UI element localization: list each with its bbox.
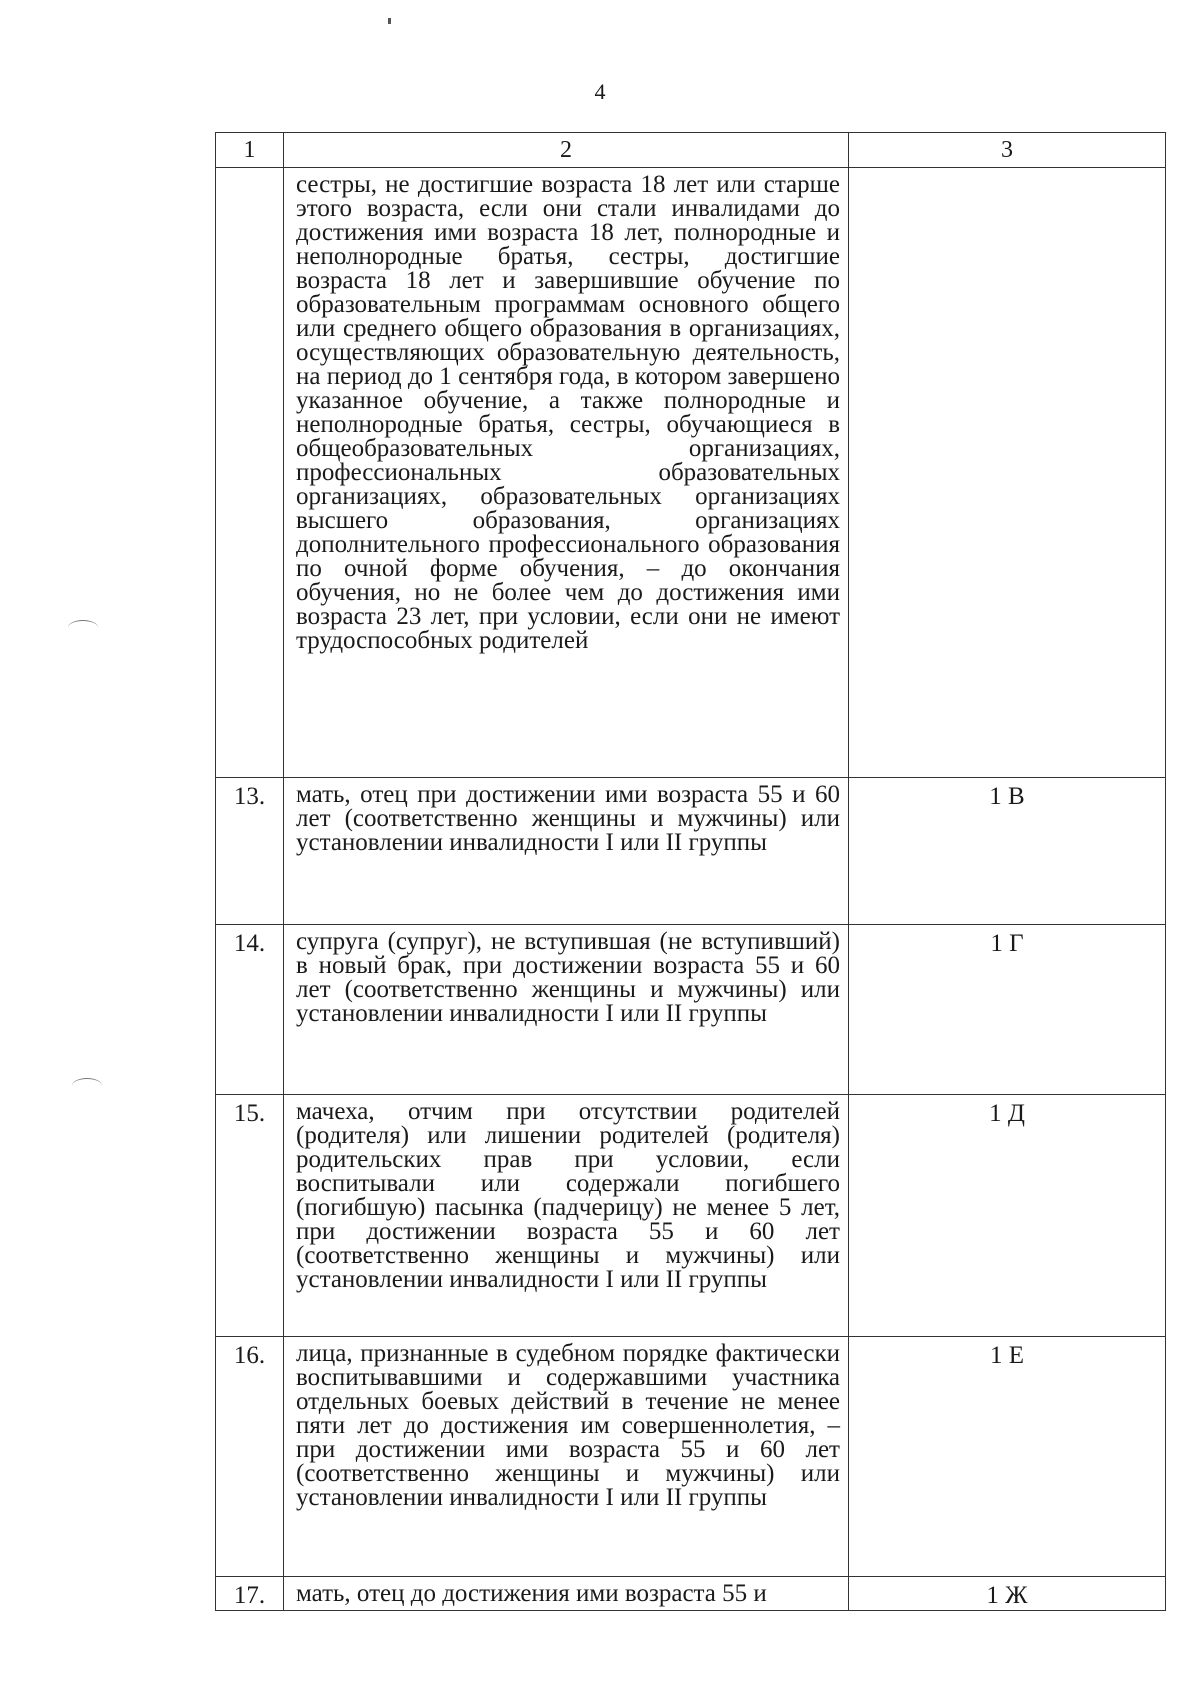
header-cell: 1 (216, 133, 284, 168)
row-number: 15. (216, 1095, 284, 1337)
header-cell: 2 (284, 133, 849, 168)
row-number (216, 168, 284, 778)
row-code: 1 Е (849, 1337, 1166, 1577)
row-number: 13. (216, 778, 284, 925)
table-header-row (216, 133, 1166, 168)
table-row (216, 1577, 1166, 1611)
row-code (849, 168, 1166, 778)
row-number: 14. (216, 925, 284, 1095)
row-code: 1 Ж (849, 1577, 1166, 1611)
row-code: 1 Г (849, 925, 1166, 1095)
table-row (216, 1095, 1166, 1337)
row-text: мать, отец при достижении ими возраста 55 и 60 лет (соответственно женщины и мужчины) или установлении инвалидности I или II группы (284, 778, 849, 925)
margin-scan-mark (68, 620, 98, 635)
row-code: 1 В (849, 778, 1166, 925)
margin-scan-mark (72, 1078, 102, 1093)
table-row (216, 925, 1166, 1095)
table-row (216, 778, 1166, 925)
row-text: мачеха, отчим при отсутствии родителей (родителя) или лишении родителей (родителя) родительских прав при условии, если воспитывали или содержали погибшего (погибшую) пасынка (падчерицу) не менее 5 лет, при достижении возраста 55 и 60 лет (соответственно женщины и мужчины) или установлении инвалидности I или II группы (284, 1095, 849, 1337)
scan-speck (388, 18, 391, 24)
row-number: 17. (216, 1577, 284, 1611)
row-text: сестры, не достигшие возраста 18 лет или старше этого возраста, если они стали инвалидами до достижения ими возраста 18 лет, полнородные и неполнородные братья, сестры, достигшие возраста 18 лет и завершившие обучение по образовательным программам основного общего или среднего общего образования в организациях, осуществляющих образовательную деятельность, на период до 1 сентября года, в котором завершено указанное обучение, а также полнородные и неполнородные братья, сестры, обучающиеся в общеобразовательных организациях, профессиональных образовательных организациях, образовательных организациях высшего образования, организациях дополнительного профессионального образования по очной форме обучения, – до окончания обучения, но не более чем до достижения ими возраста 23 лет, при условии, если они не имеют трудоспособных родителей (284, 168, 849, 778)
page-number: 4 (594, 79, 606, 104)
table-row (216, 1337, 1166, 1577)
row-number: 16. (216, 1337, 284, 1577)
data-table (215, 132, 1166, 1611)
table-row (216, 168, 1166, 778)
header-cell: 3 (849, 133, 1166, 168)
row-code: 1 Д (849, 1095, 1166, 1337)
row-text: мать, отец до достижения ими возраста 55 и (284, 1577, 849, 1611)
row-text: лица, признанные в судебном порядке фактически воспитывавшими и содержавшими участника отдельных боевых действий в течение не менее пяти лет до достижения им совершеннолетия, – при достижении ими возраста 55 и 60 лет (соответственно женщины и мужчины) или установлении инвалидности I или II группы (284, 1337, 849, 1577)
row-text: супруга (супруг), не вступившая (не вступивший) в новый брак, при достижении возраста 55 и 60 лет (соответственно женщины и мужчины) или установлении инвалидности I или II группы (284, 925, 849, 1095)
